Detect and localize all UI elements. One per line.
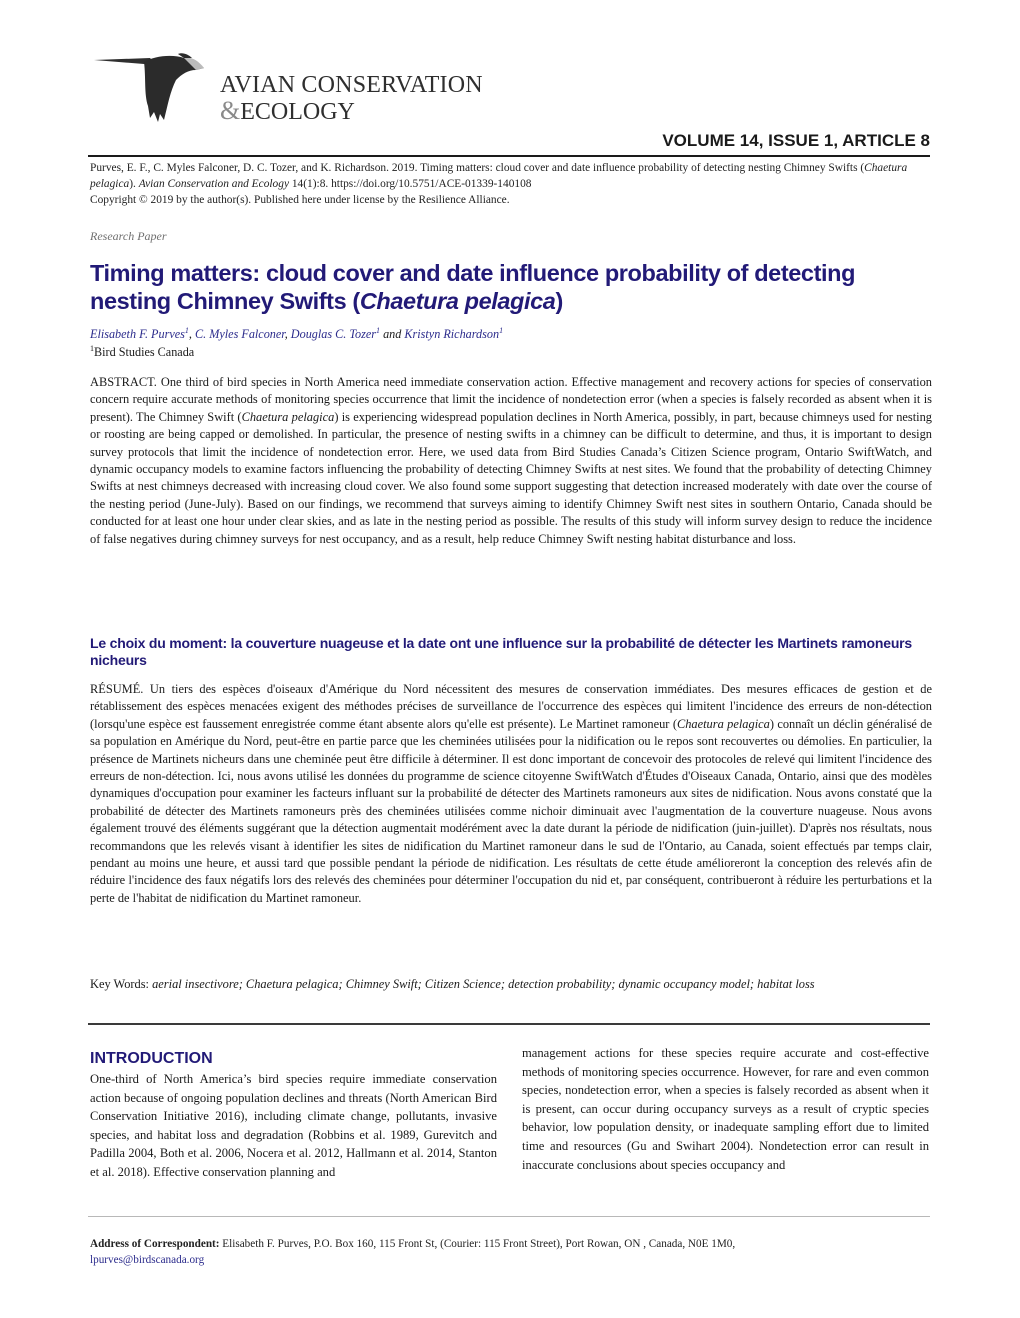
citation-punct: ). [129,178,139,190]
resume-text: ) connaît un déclin généralisé de sa population en Amérique du Nord, peut-être en partie parce que les cheminées utilisées pour la nidification ou le repos sont recouvertes ou démolies. En particulier, la présence de Martinets nicheurs dans une cheminée peut être difficile à déterminer. Il est donc important de concevoir des protocoles de relevé qui limitent l'incidence des erreurs de non-détection. Ici, nous avons utilisé les données du programme de science citoyenne SwiftWatch d'Études d'Oiseaux Canada, Ontario, ainsi que des modèles dynamiques d'occupation pour examiner les facteurs influant sur la probabilité de détecter des Martinets ramoneurs aux sites de nidification. Nous avons constaté que la probabilité de détecter des Martinets ramoneurs près des cheminées utilisées comme nichoir diminuait avec l'augmentation de la couverture nuageuse. Nous avons également trouvé des éléments suggérant que la détection augmentait modérément avec la date durant la période de nidification (juin-juillet). D'après nos résultats, nous recommandons que les relevés visant à identifier les sites de nidification du Martinet ramoneur dans le sud de l'Ontario, au Canada, soient effectués par temps clair, pendant au moins une heure, et aussi tard que possible pendant la période de nidification. Les résultats de cette étude amélioreront la conception des relevés afin de réduire l'incidence des faux négatifs lors des relevés des cheminées pour déterminer l'occupation du nid et, par conséquent, contribueront à réduire les perturbations et la perte de l'habitat de nidification du Martinet ramoneur. [90,716,932,905]
title-species: Chaetura pelagica [359,288,556,314]
logo-text-line2 [220,96,355,126]
author-name[interactable]: Elisabeth F. Purves [90,327,185,342]
bird-in-flight-icon [92,48,222,128]
abstract-label: ABSTRACT. [90,375,157,389]
logo-text-line1: AVIAN CONSERVATION [220,72,483,98]
author-name[interactable]: Douglas C. Tozer [290,327,377,342]
resume-text: Un tiers des espèces d'oiseaux d'Amérique du Nord nécessitent des mesures de conservation immédiates. Des mesures efficaces de gestion et de rétablissement des espèces menacées exigent des méthodes précises de surveillance de l'occurrence des espèces qui limitent l'incidence des erreurs de non-détection (lorsqu'une espèce est faussement enregistrée comme étant absente alors qu'elle est présente). Le Martinet ramoneur ( [90,682,932,731]
header-divider [88,155,930,157]
resume [90,681,932,907]
abstract-text: One third of bird species in North America need immediate conservation action. Effective management and recovery actions for species of conservation concern require accurate methods of monitoring species occurrence that limit the incidence of nondetection error (when a species is falsely recorded as absent when it is present). The Chimney Swift ( [90,375,932,424]
citation-species: Chaetura pelagica [90,162,908,190]
author-affil-sup: 1 [499,326,504,335]
keywords-label: Key Words: [90,977,153,991]
author-affil-sup: 1 [376,326,381,335]
french-title: Le choix du moment: la couverture nuageuse et la date ont une influence sur la probabilité de détecter les Martinets ramoneurs nicheurs [90,635,912,668]
affiliation-sup: 1 [90,344,94,353]
citation-block [90,160,932,208]
volume-issue-label: VOLUME 14, ISSUE 1, ARTICLE 8 [662,131,930,150]
affiliation [90,344,194,360]
logo-ampersand: & [220,96,241,125]
author-affil-sup: 1 [184,326,189,335]
article-title [90,259,890,315]
author-name[interactable]: C. Myles Falconer [195,327,285,342]
citation-text: Purves, E. F., C. Myles Falconer, D. C. Tozer, and K. Richardson. 2019. Timing matters: cloud cover and date influence probability of detecting nesting Chimney Swifts ( [90,162,865,174]
author-separator: , [188,327,195,342]
copyright-text: Copyright © 2019 by the author(s). Published here under license by the Resilience Alliance. [90,194,510,206]
title-close: ) [555,288,563,314]
section-divider [88,1023,930,1025]
correspondent-address [90,1236,932,1268]
author-separator: , [284,327,291,342]
introduction-heading: INTRODUCTION [90,1050,213,1067]
resume-species: Chaetura pelagica [676,716,770,731]
keywords [90,976,932,993]
author-name[interactable]: Kristyn Richardson [404,327,500,342]
affiliation-name: Bird Studies Canada [94,345,195,360]
author-and: and [380,327,405,342]
address-text: Elisabeth F. Purves, P.O. Box 160, 115 Front St, (Courier: 115 Front Street), Port Rowan, ON , Canada, N0E 1M0, [219,1238,736,1250]
citation-journal: Avian Conservation and Ecology [138,178,290,190]
journal-logo [92,48,512,128]
address-label: Address of Correspondent: [90,1238,220,1250]
abstract [90,374,932,548]
introduction-right-column: management actions for these species require accurate and cost-effective methods of monitoring species occurrence. However, for rare and even common species, nondetection error, when a species is falsely recorded as absent when it is present, can occur during occupancy surveys as a result of cryptic species behavior, low population density, or inadequate sampling effort due to limited time and resources (Gu and Swihart 2004). Nondetection error can result in inaccurate conclusions about species occupancy and [522,1046,929,1172]
author-list [90,326,503,342]
keywords-list: aerial insectivore; Chaetura pelagica; Chimney Swift; Citizen Science; detection probability; dynamic occupancy model; habitat loss [152,977,815,991]
title-main: Timing matters: cloud cover and date influence probability of detecting nesting Chimney Swifts ( [90,260,856,314]
resume-label: RÉSUMÉ. [90,682,144,696]
introduction-left-column: One-third of North America’s bird species require immediate conservation action because of ongoing population declines and threats (North American Bird Conservation Initiative 2016), including climate change, pollutants, invasive species, and habitat loss and degradation (Robbins et al. 1989, Gurevitch and Padilla 2004, Both et al. 2006, Nocera et al. 2012, Hallmann et al. 2014, Stanton et al. 2018). Effective conservation planning and [90,1072,497,1179]
citation-doi[interactable]: 14(1):8. https://doi.org/10.5751/ACE-01339-140108 [289,178,532,190]
email-link[interactable]: lpurves@birdscanada.org [90,1254,205,1266]
logo-ecology: ECOLOGY [240,99,355,125]
abstract-text: ) is experiencing widespread population declines in North America, possibly, in part, because chimneys used for nesting or roosting are being capped or demolished. In particular, the presence of nesting swifts in a chimney can be difficult to determine, and thus, it is important to design survey protocols that limit the incidence of nondetection error. Here, we used data from Bird Studies Canada’s Citizen Science program, Ontario SwiftWatch, and dynamic occupancy models to examine factors influencing the probability of detecting Chimney Swifts at nest sites. We found that the probability of detecting Chimney Swifts at nest chimneys decreased with increasing cloud cover. We also found some support suggesting that detection increased moderately with date over the course of the nesting period (June-July). Based on our findings, we recommend that surveys aiming to identify Chimney Swift nest sites in southern Ontario, Canada should be conducted for at least one hour under clear skies, and as late in the nesting period as possible. The results of this study will inform survey design to reduce the incidence of false negatives during chimney surveys for nest occupancy, and as a result, help reduce Chimney Swift nesting habitat disturbance and loss. [90,409,933,546]
paper-type-label: Research Paper [90,229,167,243]
abstract-species: Chaetura pelagica [241,409,335,424]
footer-divider [88,1216,930,1217]
